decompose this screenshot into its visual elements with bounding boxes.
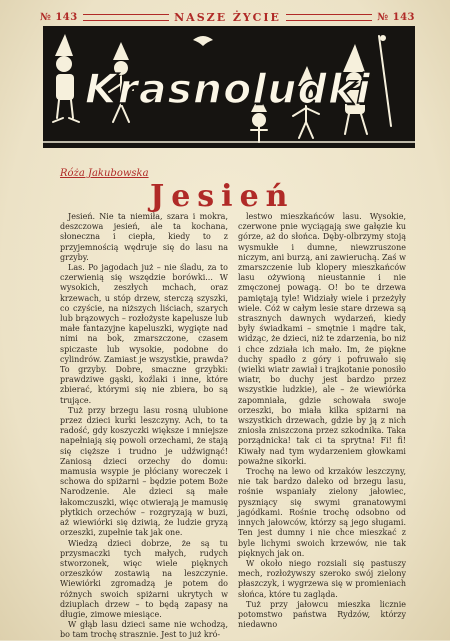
article-author: Róża Jakubowska <box>60 168 149 179</box>
paragraph: Tuż przy jałowcu mieszka licznie potomstwo państwa Rydzów, którzy niedawno <box>238 599 406 630</box>
banner-title: Krasnoludki <box>84 65 372 113</box>
article-title: Jesień <box>150 179 295 214</box>
paragraph: Las. Po jagodach już – nie śladu, za to czerwienią się wszędzie borówki... W wysokich, zeszłych mchach, oraz krzewach, u stóp drzew, sterczą szyszki, co czyście, na niższych liściach, szarych lub brązowych – rozłożyste kapelusze lub małe fantazyjne kapeluszki, wygięte nad nimi na bok, zmarszczone, czasem spiczaste lub wysokie, podobne do cylindrów. Zamiast je wszystkie, prawda? To grzyby. Dobre, smaczne grzybki: prawdziwe gąski, koźlaki i inne, które zbierać, którymi się nie zbiera, bo są trujące. <box>60 263 228 405</box>
paragraph: Trochę na lewo od krzaków leszczyny, nie tak bardzo daleko od brzegu lasu, rośnie wspaniały zielony jałowiec, pyszniący się swymi granatowymi jagódkami. Rośnie trochę odsobno od innych jałowców, którzy są jego sługami. Ten jest dumny i nie chce mieszkać z byle lichymi swoich krzewów, nie tak pięknych jak on. <box>238 467 406 558</box>
section-banner <box>43 26 415 148</box>
masthead-title: NASZE ŻYCIE <box>174 10 281 24</box>
article-column-left <box>60 212 228 640</box>
paragraph: lestwo mieszkańców lasu. Wysokie, czerwone pnie wyciągają swe gałęzie ku górze, aż do słońca. Dęby-olbrzymy stoją wysmukłe i dumne, niewzruszone niczym, ani burzą, ani zawieruchą. Zaś w zmarszczenie lub klopery mieszkańców lasu ożywioną nieustannie i nie zmęczonej powagą. O! bo te drzewa pamiętają tyle! Widziały wiele i przeżyły wiele. Cóż w całym lesie stare drzewa są strasznych dawnych wydarzeń, kiedy były świadkami – smętnie i mądre tak, widząc, że dzieci, niż te zdarzenia, bo niż i chce zdziała ich mało. Im, że piękne duchy spadło z góry i pofruwało się (wielki wiatr zawiał i trajkotanie ponosiło wiatr, bo duchy jest bardzo przez wszystkie ludzkie), ale – że wiewiórka zapomniała, gdzie schowała swoje orzeszki, bo miała kilka spiżarni na wszystkich drzewach, gdzie by ją z nich zniosła zniszczona przez szkodnika. Taka porządnicka! tak ci ta sprytna! Fi! fi! Kiwały nad tym wydarzeniem głowkami poważne sikorki. <box>238 212 406 466</box>
masthead-rule-left <box>83 14 169 21</box>
issue-number-right: № 143 <box>377 11 416 23</box>
article-column-right <box>238 212 406 632</box>
issue-number-left: № 143 <box>40 11 78 23</box>
masthead <box>40 8 415 26</box>
masthead-rule-right <box>286 14 372 21</box>
paragraph: Tuż przy brzegu lasu rosną ulubione przez dzieci kurki leszczyny. Ach, to ta radość, gdy koszyczki większe i mniejsze napełniają się powoli orzechami, że stają się cięższe i trudno je udźwignąć! Zaniosą dzieci orzechy do domu: mamusia wsypie je płóciany woreczek i schowa do spiżarni – będzie potem Boże Narodzenie. Ale dzieci są małe łakomczuszki, więc otwierają je mamusię płytkich orzechów – rozgryzają w buzi, aż wiewiórki się dziwią, że ludzie gryzą orzeszki, zupełnie tak jak one. <box>60 405 228 538</box>
paragraph: W głąb lasu dzieci same nie wchodzą, bo tam trochę strasznie. Jest to już kró- <box>60 620 228 640</box>
paragraph: Jesień. Nie ta niemiła, szara i mokra, deszczowa jesień, ale ta kochana, słoneczna i ciepła, kiedy to z przyjemnością wędruje się do lasu na grzyby. <box>60 212 228 262</box>
paragraph: W około niego rozsiali się pastuszy mech, rozłożywszy szeroko swój zielony płaszczyk, i wygrzewa się w promieniach słońca, które tu zagląda. <box>238 558 406 599</box>
paragraph: Wiedzą dzieci dobrze, że są tu przysmaczki tych małych, rudych stworzonek, więc wiele pięknych orzeszków zostawią na leszczynie. Wiewiórki zgromadzą je potem do różnych swoich spiżarni ukrytych w dziuplach drzew – to będą zapasy na długie, zimowe miesiące. <box>60 538 228 619</box>
